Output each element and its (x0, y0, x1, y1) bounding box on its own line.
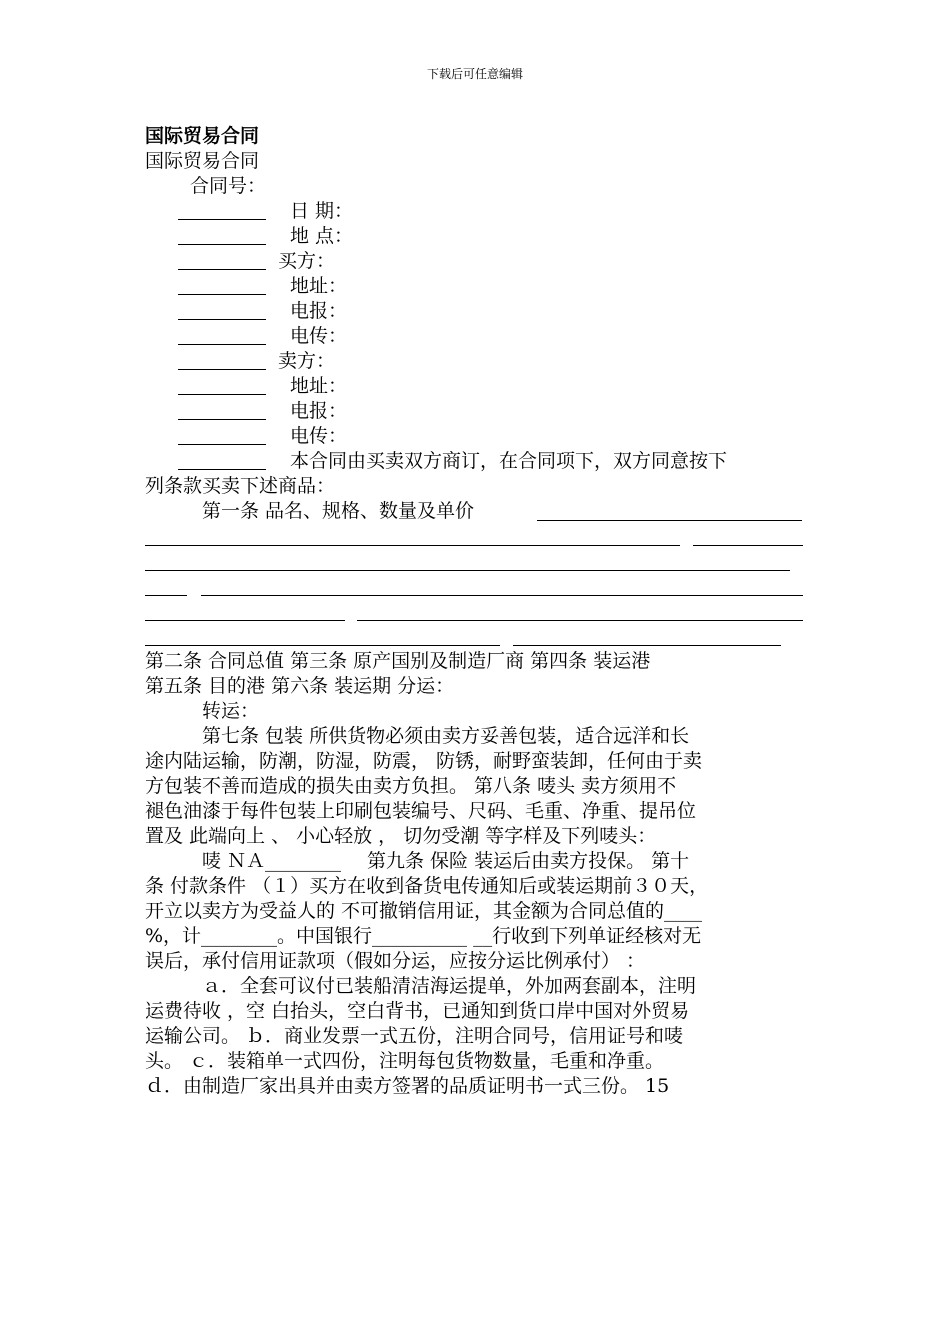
contract-number-line (145, 174, 815, 199)
rules-line-3 (145, 574, 815, 599)
seller-address-label: 地址： (290, 375, 348, 397)
fill-in-rule (513, 645, 781, 646)
blank-line (178, 399, 266, 420)
article-1-text: 第一条 品名、规格、数量及单价 (202, 500, 475, 522)
documents-line-4: 头。 ｃ．装箱单一式四份，注明每包货物数量，毛重和净重。 (145, 1050, 665, 1072)
shipping-mark-text: 唛 ＮＡ________ (202, 850, 342, 872)
fill-in-rule (145, 545, 680, 546)
place-label: 地 点： (290, 225, 354, 247)
rules-line-2 (145, 549, 815, 574)
buyer-cable-line (145, 299, 815, 324)
contract-number-label: 合同号： (190, 175, 267, 197)
buyer-address-line (145, 274, 815, 299)
blank-line (178, 449, 266, 470)
blank-line (178, 349, 266, 370)
blank-line (178, 374, 266, 395)
shipping-mark-line (145, 849, 815, 874)
articles-2-4: 第二条 合同总值 第三条 原产国别及制造厂商 第四条 装运港 (145, 650, 651, 672)
place-line (145, 224, 815, 249)
page-header-note: 下载后可任意编辑 (426, 67, 523, 81)
documents-line-2: 运费待收 ，空 白抬头，空白背书，已通知到货口岸中国对外贸易 (145, 1000, 690, 1022)
fill-in-rule (145, 570, 790, 571)
seller-cable-line (145, 399, 815, 424)
intro-line-1 (145, 449, 815, 474)
payment-line-2: 开立以卖方为受益人的 不可撤销信用证，其金额为合同总值的____ (145, 900, 703, 922)
buyer-cable-label: 电报： (290, 300, 348, 322)
seller-fax-line (145, 424, 815, 449)
insurance-text: 第九条 保险 装运后由卖方投保。 第十 (367, 850, 690, 872)
seller-label: 卖方： (278, 350, 336, 372)
fill-in-rule (357, 620, 803, 621)
date-label: 日 期： (290, 200, 354, 222)
buyer-fax-line (145, 324, 815, 349)
blank-line (178, 249, 266, 270)
fill-in-rule (201, 595, 803, 596)
document-title: 国际贸易合同 (145, 125, 260, 147)
transshipment-label: 转运： (202, 700, 260, 722)
buyer-fax-label: 电传： (290, 325, 348, 347)
fill-in-rule (145, 645, 500, 646)
fill-in-rule (145, 595, 187, 596)
blank-line (178, 224, 266, 245)
packing-line-3: 方包装不善而造成的损失由卖方负担。 第八条 唛头 卖方须用不 (145, 775, 677, 797)
buyer-address-label: 地址： (290, 275, 348, 297)
packing-line-1 (145, 724, 815, 749)
fill-in-rule (537, 520, 802, 521)
documents-line-1 (145, 974, 815, 999)
contract-document (145, 124, 815, 1099)
article-1-line (145, 499, 815, 524)
document-subtitle: 国际贸易合同 (145, 150, 260, 172)
articles-5-6: 第五条 目的港 第六条 装运期 分运： (145, 675, 455, 697)
blank-line (178, 324, 266, 345)
buyer-label: 买方： (278, 250, 336, 272)
intro-text-1: 本合同由买卖双方商订，在合同项下，双方同意按下 (290, 450, 728, 472)
fill-in-rule (693, 545, 803, 546)
seller-line (145, 349, 815, 374)
blank-line (178, 274, 266, 295)
rules-line-5 (145, 624, 815, 649)
packing-line-5: 置及 此端向上 、 小心轻放 ， 切勿受潮 等字样及下列唛头： (145, 825, 657, 847)
intro-line-2: 列条款买卖下述商品： (145, 475, 336, 497)
payment-line-1: 条 付款条件 （１）买方在收到备货电传通知后或装运期前３０天， (145, 875, 709, 897)
fill-in-rule (145, 620, 345, 621)
date-line (145, 199, 815, 224)
transshipment-line (145, 699, 815, 724)
blank-line (178, 424, 266, 445)
seller-address-line (145, 374, 815, 399)
payment-line-4: 误后，承付信用证款项（假如分运，应按分运比例承付） ： (145, 950, 646, 972)
packing-line-2: 途内陆运输，防潮，防湿，防震， 防锈，耐野蛮装卸，任何由于卖 (145, 750, 703, 772)
buyer-line (145, 249, 815, 274)
documents-text-1: ａ．全套可议付已装船清洁海运提单，外加两套副本，注明 (202, 975, 697, 997)
rules-line-1 (145, 524, 815, 549)
documents-line-3: 运输公司。 ｂ．商业发票一式五份，注明合同号，信用证号和唛 (145, 1025, 684, 1047)
documents-line-5: ｄ．由制造厂家出具并由卖方签署的品质证明书一式三份。 15 (145, 1075, 670, 1097)
packing-line-4: 褪色油漆于每件包装上印刷包装编号、尺码、毛重、净重、提吊位 (145, 800, 697, 822)
payment-line-3: %，计________。中国银行__________ __行收到下列单证经核对无 (145, 925, 702, 947)
packing-text-1: 第七条 包装 所供货物必须由卖方妥善包装，适合远洋和长 (202, 725, 690, 747)
blank-line (178, 199, 266, 220)
seller-fax-label: 电传： (290, 425, 348, 447)
rules-line-4 (145, 599, 815, 624)
blank-line (178, 299, 266, 320)
seller-cable-label: 电报： (290, 400, 348, 422)
